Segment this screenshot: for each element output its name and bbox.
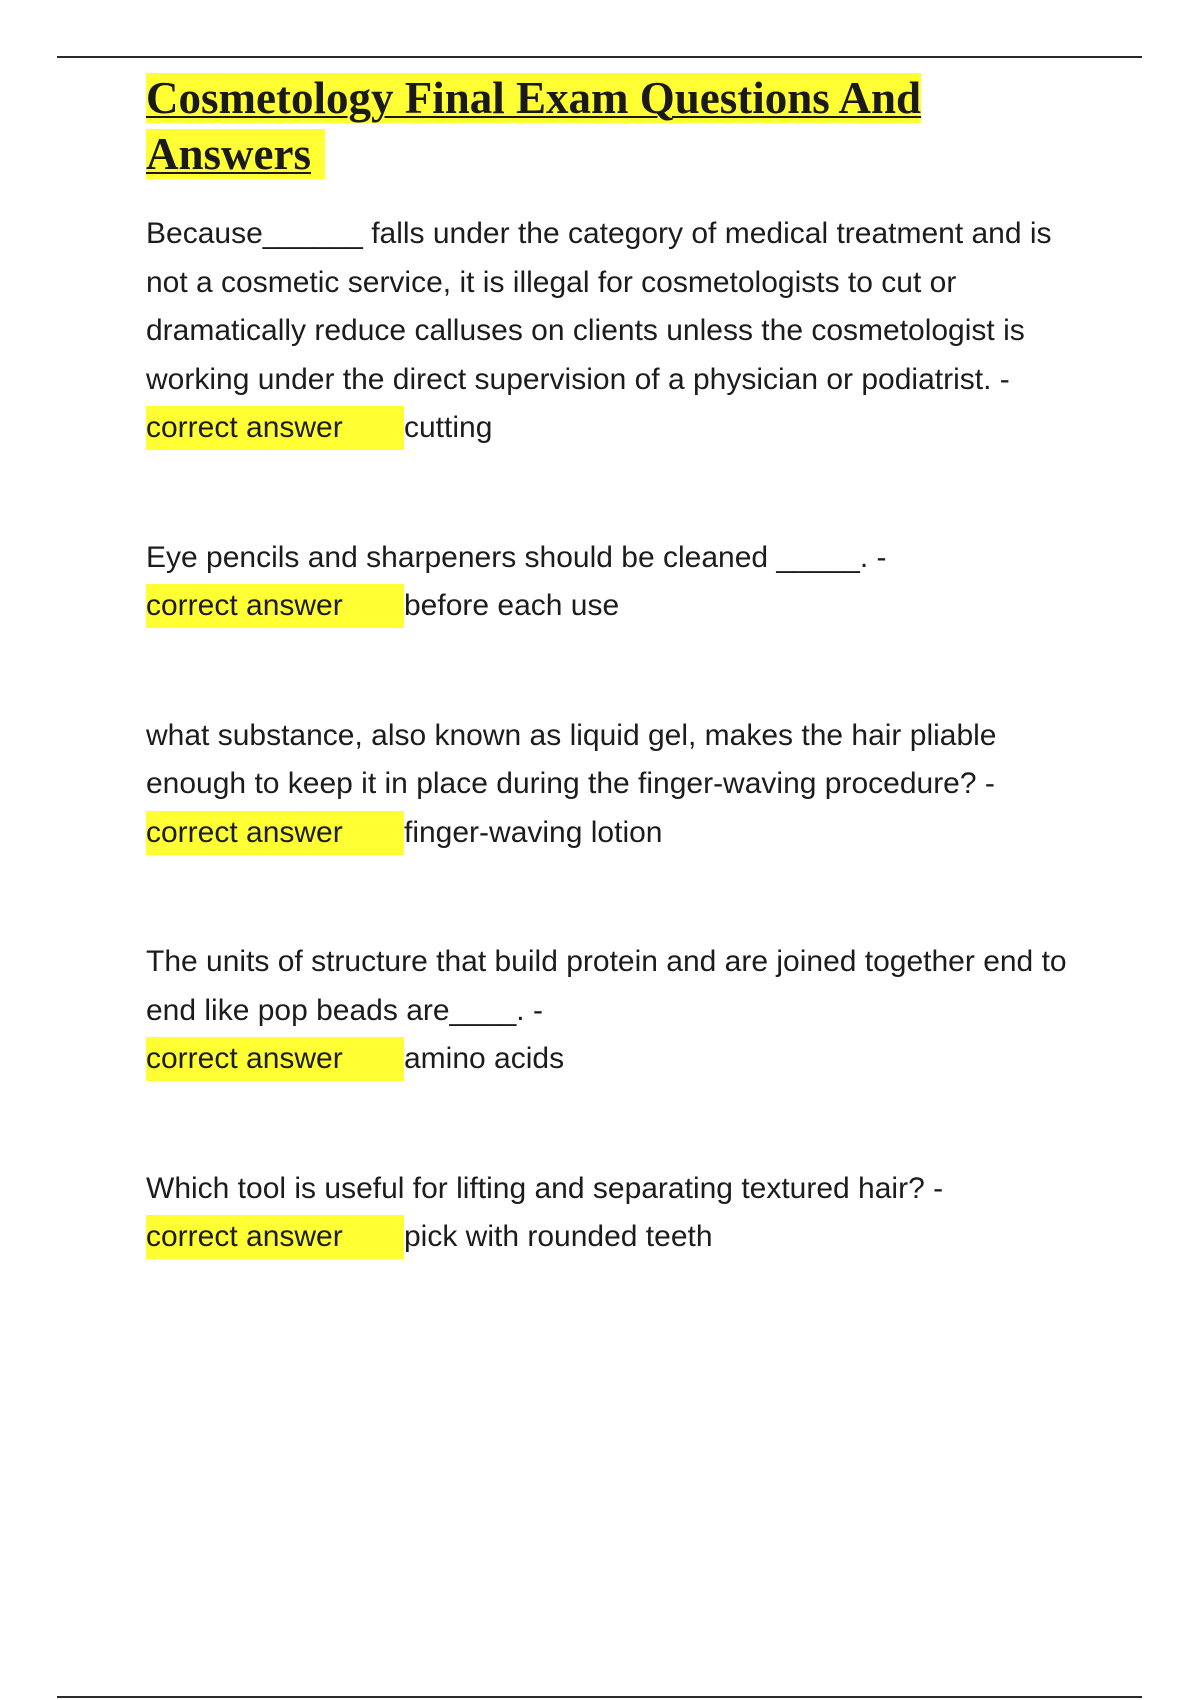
correct-answer-label: correct answer	[146, 1215, 404, 1259]
qa-item	[146, 938, 1086, 1084]
answer-text: before each use	[404, 589, 620, 622]
document-body	[146, 70, 1086, 1262]
question-text: what substance, also known as liquid gel, makes the hair pliable enough to keep it in place during the finger-waving procedure? -	[146, 718, 997, 800]
qa-item	[146, 534, 1086, 631]
answer-text: finger-waving lotion	[404, 815, 663, 849]
correct-answer-label: correct answer	[146, 1037, 404, 1081]
correct-answer-label: correct answer	[146, 811, 404, 855]
answer-row	[146, 1213, 1086, 1262]
question-text: Which tool is useful for lifting and separating textured hair? -	[146, 1171, 944, 1205]
question-text: Because______ falls under the category of medical treatment and is not a cosmetic service, it is illegal for cosmetologists to cut or dramatically reduce calluses on clients unless the cosmetologist is working under the direct supervision of a physician or podiatrist. -	[146, 217, 1052, 396]
page-top-rule	[57, 56, 1142, 58]
qa-item	[146, 712, 1086, 858]
answer-row	[146, 809, 1086, 858]
correct-answer-label: correct answer	[146, 406, 404, 450]
qa-item	[146, 1165, 1086, 1262]
page-bottom-rule	[57, 1696, 1142, 1698]
page-title: Cosmetology Final Exam Questions And Answers	[146, 73, 922, 179]
qa-list	[146, 210, 1086, 1262]
question-text: The units of structure that build protein and are joined together end to end like pop beads are____. -	[146, 945, 1067, 1027]
answer-text: pick with rounded teeth	[404, 1220, 713, 1253]
qa-item	[146, 210, 1086, 453]
answer-text: cutting	[404, 411, 493, 444]
answer-row	[146, 1035, 1086, 1084]
answer-text: amino acids	[404, 1042, 565, 1075]
correct-answer-label: correct answer	[146, 584, 404, 628]
answer-row	[146, 582, 1086, 631]
question-text: Eye pencils and sharpeners should be cleaned _____. -	[146, 540, 887, 574]
answer-row	[146, 404, 1086, 453]
